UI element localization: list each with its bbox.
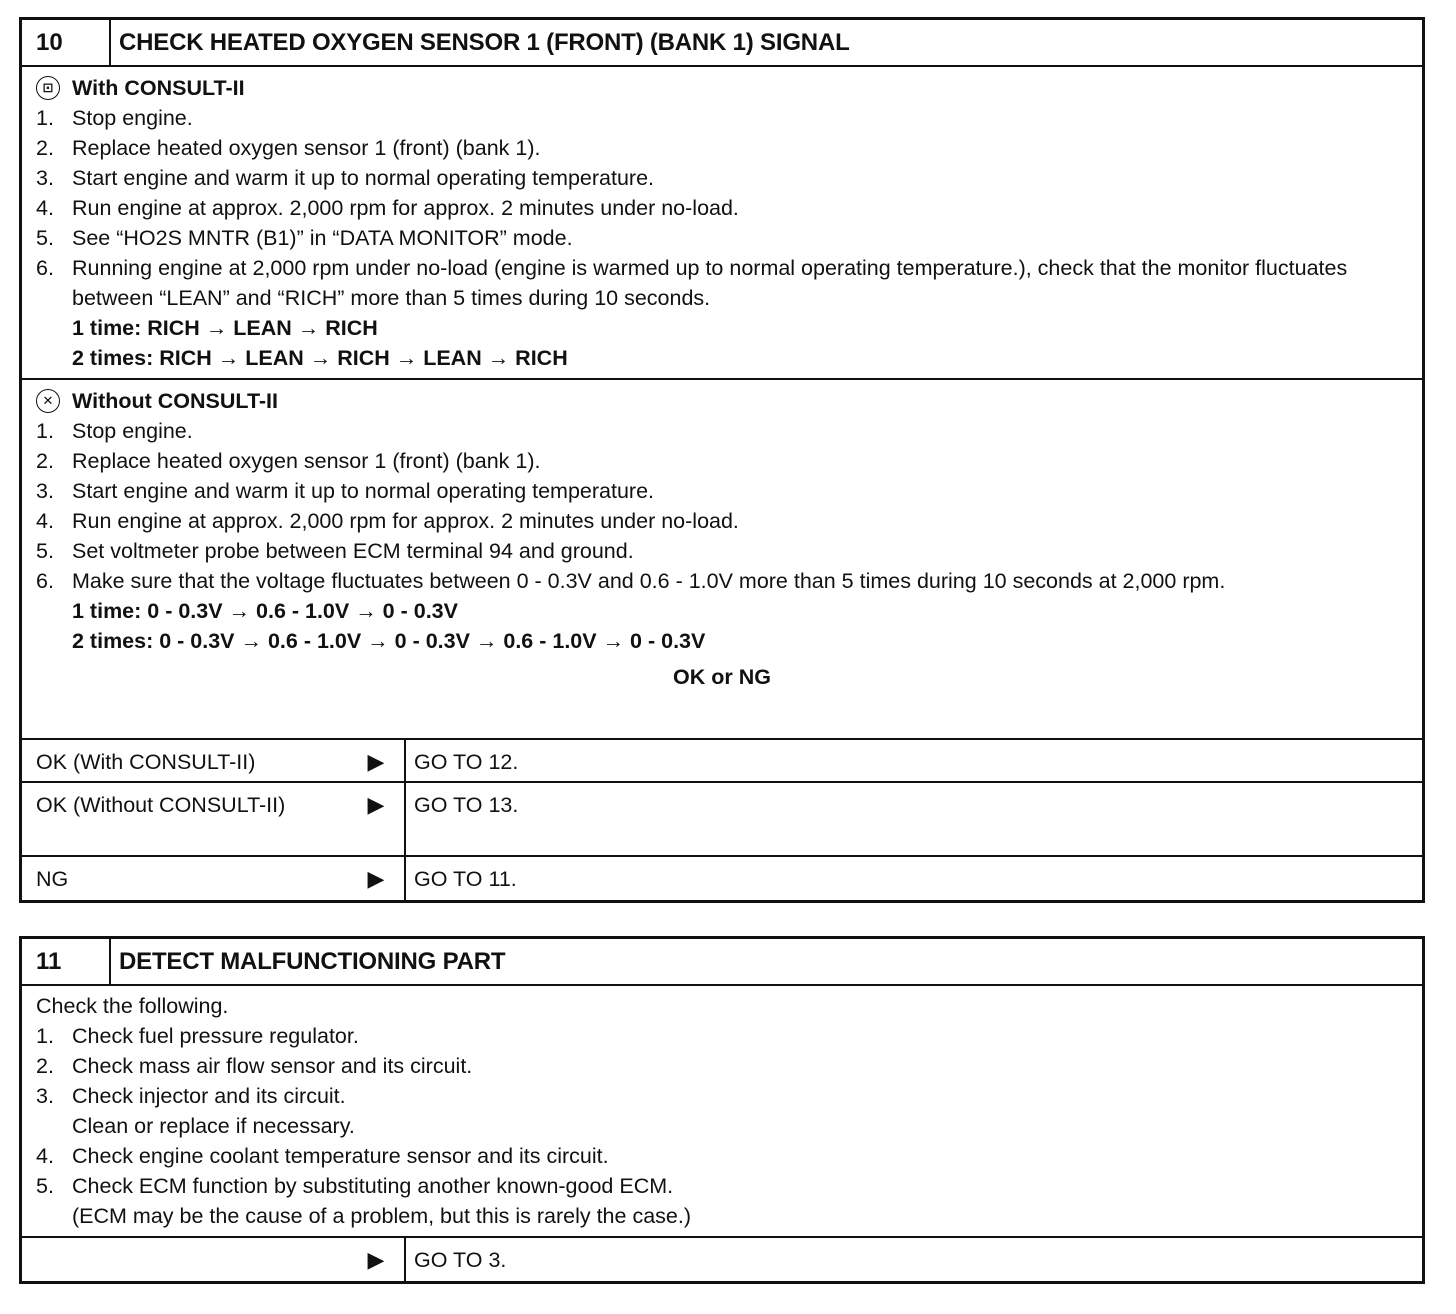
- result-condition-cell: [22, 1238, 406, 1284]
- result-action: GO TO 12.: [414, 750, 519, 774]
- list-item: [36, 193, 1408, 223]
- with-consult-section: [22, 67, 1422, 380]
- list-number: 2.: [36, 136, 54, 160]
- example-two-times: 2 times: RICH → LEAN → RICH → LEAN → RICH: [72, 346, 568, 370]
- list-number: 1.: [36, 106, 54, 130]
- without-consult-section: [22, 380, 1422, 740]
- list-number: 5.: [36, 226, 54, 250]
- result-condition: OK (Without CONSULT-II): [36, 793, 286, 817]
- arrow-right-icon: ▶: [367, 749, 385, 774]
- list-item: [36, 416, 1408, 446]
- result-condition-cell: [22, 740, 406, 781]
- result-action: GO TO 3.: [414, 1248, 507, 1272]
- result-condition: NG: [36, 867, 69, 891]
- list-item: [36, 476, 1408, 506]
- list-text: Run engine at approx. 2,000 rpm for approx. 2 minutes under no-load.: [72, 509, 739, 533]
- example-one-time: 1 time: 0 - 0.3V → 0.6 - 1.0V → 0 - 0.3V: [72, 599, 458, 623]
- result-action: GO TO 11.: [414, 867, 517, 891]
- result-action: GO TO 13.: [414, 793, 519, 817]
- no-consult-icon: ✕: [36, 389, 60, 413]
- result-row-ok-with-consult: [22, 740, 1422, 783]
- result-condition-cell: [22, 857, 406, 901]
- arrow-right-icon: ▶: [367, 792, 385, 817]
- list-number: 1.: [36, 419, 54, 443]
- list-item: [36, 506, 1408, 536]
- list-item: [36, 253, 1408, 313]
- list-text: Start engine and warm it up to normal operating temperature.: [72, 479, 655, 503]
- without-consult-heading-row: [36, 386, 1408, 416]
- list-number: 3.: [36, 479, 54, 503]
- list-text: (ECM may be the cause of a problem, but this is rarely the case.): [72, 1204, 691, 1228]
- list-number: 3.: [36, 166, 54, 190]
- intro-text: Check the following.: [36, 994, 229, 1018]
- list-number: 1.: [36, 1024, 54, 1048]
- list-item: [36, 566, 1408, 596]
- step-title: CHECK HEATED OXYGEN SENSOR 1 (FRONT) (BANK 1) SIGNAL: [119, 29, 850, 56]
- list-item: [36, 163, 1408, 193]
- list-number: 4.: [36, 509, 54, 533]
- list-item: [36, 103, 1408, 133]
- list-number: 3.: [36, 1084, 54, 1108]
- list-number: 4.: [36, 1144, 54, 1168]
- list-item: [36, 1201, 1408, 1231]
- result-row: [22, 1238, 1422, 1284]
- list-item: [36, 536, 1408, 566]
- example-two-times: 2 times: 0 - 0.3V → 0.6 - 1.0V → 0 - 0.3V → 0.6 - 1.0V → 0 - 0.3V: [72, 629, 706, 653]
- list-item: [36, 1111, 1408, 1141]
- list-item: [36, 133, 1408, 163]
- list-number: 5.: [36, 1174, 54, 1198]
- list-item: [36, 223, 1408, 253]
- with-consult-heading: With CONSULT-II: [72, 76, 245, 100]
- list-text: Replace heated oxygen sensor 1 (front) (bank 1).: [72, 136, 541, 160]
- list-number: 2.: [36, 449, 54, 473]
- step-number: 11: [22, 939, 111, 984]
- step-number: 10: [22, 20, 111, 65]
- list-number: [36, 1111, 72, 1141]
- list-text: Check mass air flow sensor and its circuit.: [72, 1054, 473, 1078]
- list-number: 4.: [36, 196, 54, 220]
- list-text: Check injector and its circuit.: [72, 1084, 346, 1108]
- result-condition: OK (With CONSULT-II): [36, 750, 256, 774]
- list-text: Start engine and warm it up to normal operating temperature.: [72, 166, 655, 190]
- list-text: Running engine at 2,000 rpm under no-load (engine is warmed up to normal operating temperature.), check that the monitor fluctuates between “LEAN” and “RICH” more than 5 times during 10 seconds.: [72, 256, 1348, 310]
- without-consult-heading: Without CONSULT-II: [72, 389, 279, 413]
- arrow-right-icon: ▶: [367, 1247, 385, 1272]
- list-item: [36, 446, 1408, 476]
- step-header: [22, 20, 1422, 67]
- list-number: 6.: [36, 569, 54, 593]
- list-text: Replace heated oxygen sensor 1 (front) (bank 1).: [72, 449, 541, 473]
- list-item: [36, 1021, 1408, 1051]
- list-text: Set voltmeter probe between ECM terminal 94 and ground.: [72, 539, 634, 563]
- list-text: Clean or replace if necessary.: [72, 1114, 355, 1138]
- list-item: [36, 1141, 1408, 1171]
- consult-icon: ⊡: [36, 76, 60, 100]
- list-item: [36, 1051, 1408, 1081]
- result-condition: [36, 1245, 362, 1284]
- step-title: DETECT MALFUNCTIONING PART: [119, 948, 506, 975]
- with-consult-heading-row: [36, 73, 1408, 103]
- step-header: [22, 939, 1422, 986]
- list-number: 2.: [36, 1054, 54, 1078]
- result-condition-cell: [22, 783, 406, 855]
- list-item: [36, 1081, 1408, 1111]
- example-one-time: 1 time: RICH → LEAN → RICH: [72, 316, 378, 340]
- list-text: Check engine coolant temperature sensor and its circuit.: [72, 1144, 609, 1168]
- list-text: Stop engine.: [72, 106, 193, 130]
- list-text: Run engine at approx. 2,000 rpm for approx. 2 minutes under no-load.: [72, 196, 739, 220]
- list-text: Check ECM function by substituting another known-good ECM.: [72, 1174, 674, 1198]
- list-number: 6.: [36, 256, 54, 280]
- step-10-block: [19, 17, 1425, 903]
- result-row-ng: [22, 857, 1422, 901]
- list-text: Make sure that the voltage fluctuates between 0 - 0.3V and 0.6 - 1.0V more than 5 times during 10 seconds at 2,000 rpm.: [72, 569, 1226, 593]
- list-number: 5.: [36, 539, 54, 563]
- result-row-ok-without-consult: [22, 783, 1422, 857]
- arrow-right-icon: ▶: [367, 866, 385, 891]
- list-number: [36, 1201, 72, 1231]
- detect-section: [22, 986, 1422, 1238]
- list-text: See “HO2S MNTR (B1)” in “DATA MONITOR” mode.: [72, 226, 573, 250]
- list-text: Stop engine.: [72, 419, 193, 443]
- list-text: Check fuel pressure regulator.: [72, 1024, 359, 1048]
- step-11-block: [19, 936, 1425, 1284]
- list-item: [36, 1171, 1408, 1201]
- ok-or-ng-label: OK or NG: [673, 665, 771, 689]
